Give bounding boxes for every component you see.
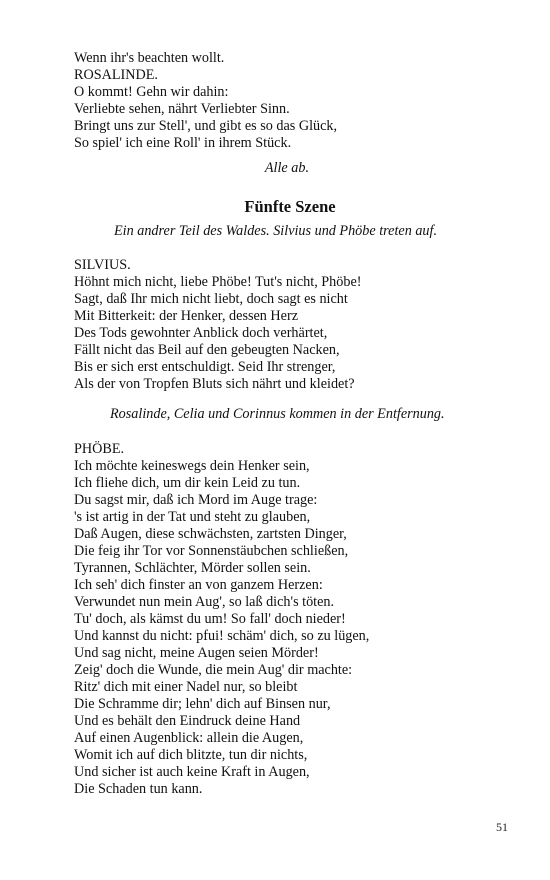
- verse-line: Ich seh' dich finster an von ganzem Herzen:: [74, 577, 323, 593]
- verse-line: Höhnt mich nicht, liebe Phöbe! Tut's nicht, Phöbe!: [74, 274, 362, 290]
- verse-line: Ich möchte keineswegs dein Henker sein,: [74, 458, 310, 474]
- verse-line: Fällt nicht das Beil auf den gebeugten Nacken,: [74, 342, 340, 358]
- verse-line: Du sagst mir, daß ich Mord im Auge trage:: [74, 492, 318, 508]
- opening-lines: [74, 50, 494, 152]
- verse-line: Tu' doch, als kämst du um! So fall' doch nieder!: [74, 611, 346, 627]
- verse-line: Bringt uns zur Stell', und gibt es so das Glück,: [74, 118, 338, 134]
- page-number: 51: [496, 820, 508, 834]
- verse-line: Und kannst du nicht: pfui! schäm' dich, so zu lügen,: [74, 628, 370, 644]
- verse-line: Bis er sich erst entschuldigt. Seid Ihr strenger,: [74, 359, 336, 375]
- verse-line: Womit ich auf dich blitzte, tun dir nichts,: [74, 747, 308, 763]
- verse-line: Mit Bitterkeit: der Henker, dessen Herz: [74, 308, 298, 324]
- verse-line: Wenn ihr's beachten wollt.: [74, 50, 225, 66]
- verse-line: Tyrannen, Schlächter, Mörder sollen sein.: [74, 560, 311, 576]
- verse-line: So spiel' ich eine Roll' in ihrem Stück.: [74, 135, 292, 151]
- speaker-name: PHÖBE.: [74, 441, 125, 457]
- verse-line: Sagt, daß Ihr mich nicht liebt, doch sagt es nicht: [74, 291, 348, 307]
- verse-line: Als der von Tropfen Bluts sich nährt und kleidet?: [74, 376, 355, 392]
- verse-line: Ritz' dich mit einer Nadel nur, so bleibt: [74, 679, 298, 695]
- phoebe-speech: [74, 441, 494, 798]
- silvius-speech: [74, 257, 494, 393]
- verse-line: Und sicher ist auch keine Kraft in Augen,: [74, 764, 310, 780]
- scene-setting: Ein andrer Teil des Waldes. Silvius und Phöbe treten auf.: [114, 223, 438, 239]
- verse-line: Und sag nicht, meine Augen seien Mörder!: [74, 645, 319, 661]
- verse-line: Ich fliehe dich, um dir kein Leid zu tun.: [74, 475, 301, 491]
- verse-line: Zeig' doch die Wunde, die mein Aug' dir machte:: [74, 662, 353, 678]
- verse-line: Verliebte sehen, nährt Verliebter Sinn.: [74, 101, 290, 117]
- entrance-direction: Rosalinde, Celia und Corinnus kommen in der Entfernung.: [110, 406, 445, 422]
- verse-line: 's ist artig in der Tat und steht zu glauben,: [74, 509, 311, 525]
- verse-line: Die Schramme dir; lehn' dich auf Binsen nur,: [74, 696, 331, 712]
- verse-line: Die Schaden tun kann.: [74, 781, 203, 797]
- verse-line: Die feig ihr Tor vor Sonnenstäubchen schließen,: [74, 543, 349, 559]
- speaker-name: SILVIUS.: [74, 257, 131, 273]
- verse-line: Auf einen Augenblick: allein die Augen,: [74, 730, 304, 746]
- verse-line: O kommt! Gehn wir dahin:: [74, 84, 229, 100]
- exit-direction: Alle ab.: [264, 160, 309, 176]
- verse-line: Verwundet nun mein Aug', so laß dich's töten.: [74, 594, 335, 610]
- speaker-name: ROSALINDE.: [74, 67, 158, 83]
- page-body: [74, 50, 494, 798]
- verse-line: Und es behält den Eindruck deine Hand: [74, 713, 301, 729]
- scene-title: Fünfte Szene: [244, 197, 336, 216]
- verse-line: Daß Augen, diese schwächsten, zartsten Dinger,: [74, 526, 347, 542]
- verse-line: Des Tods gewohnter Anblick doch verhärtet,: [74, 325, 328, 341]
